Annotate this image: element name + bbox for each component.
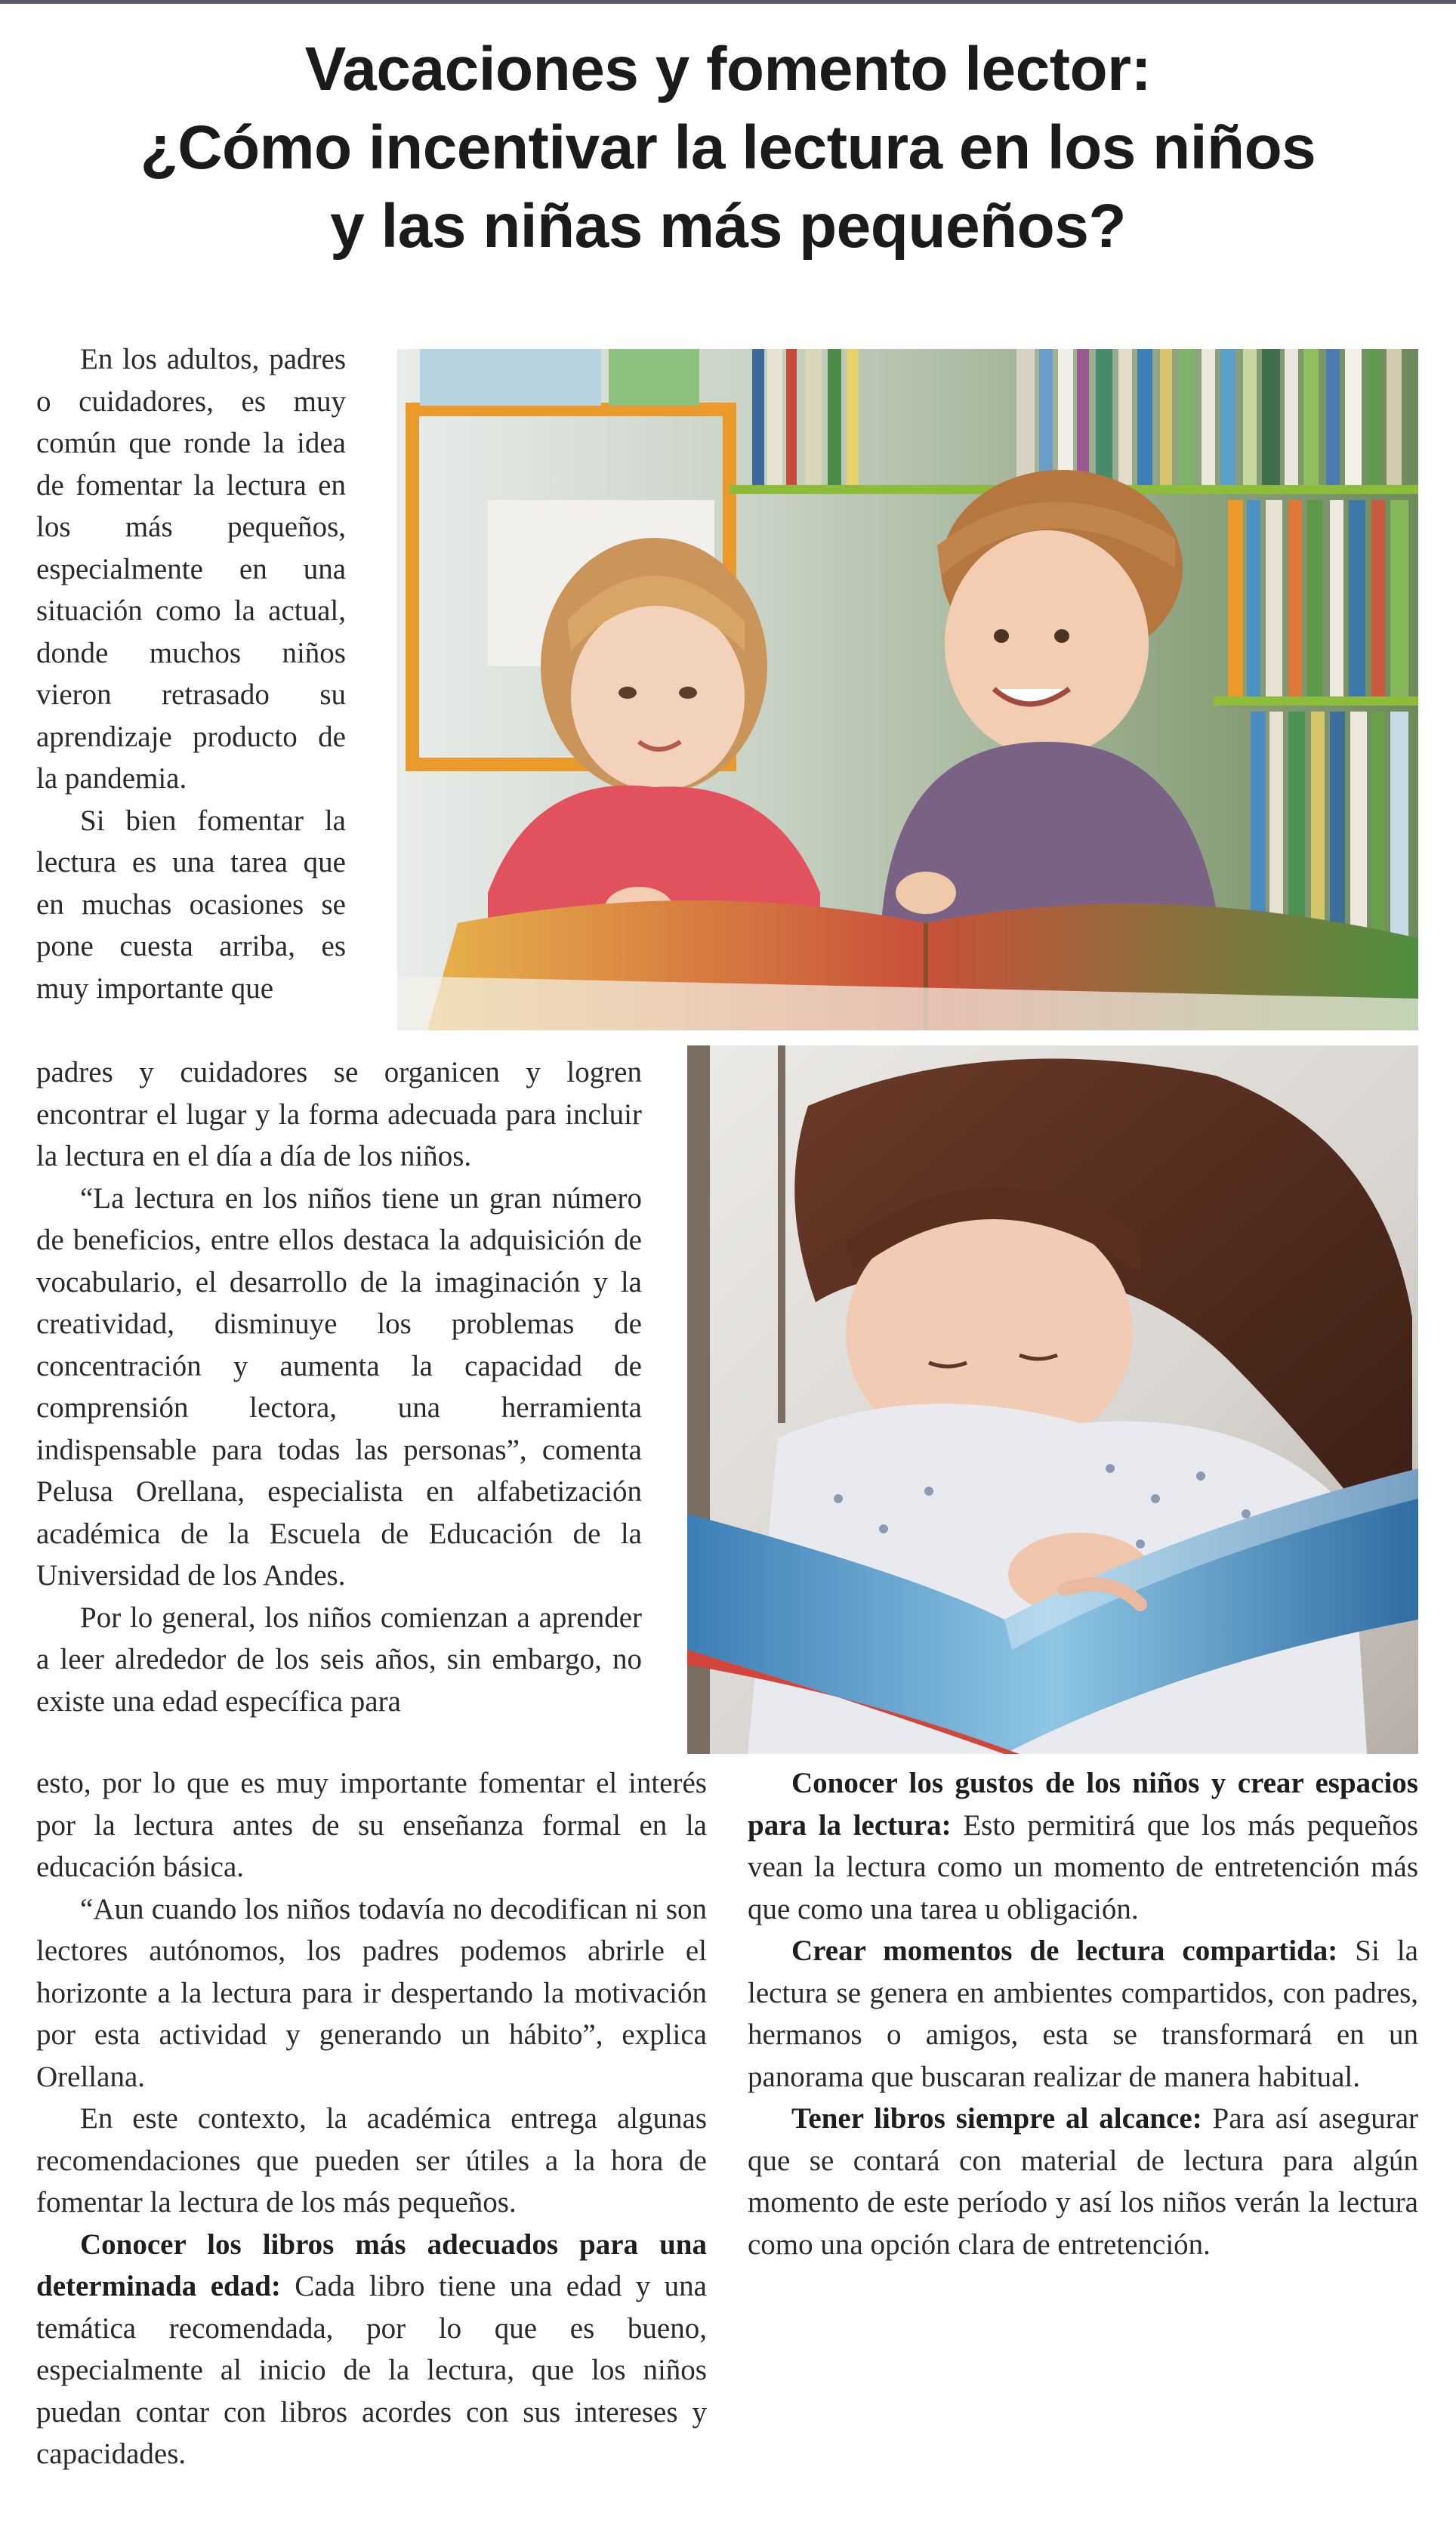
- recommendation-1-text: Cada libro tiene una edad y una temática recomendada, por lo que es bueno, especialmente al inicio de la lectura, que los niños puedan contar con libros acordes con sus intereses y capacidades.: [36, 2270, 707, 2470]
- recommendation-1: [36, 2224, 707, 2475]
- paragraph-6: En este contexto, la académica entrega algunas recomendaciones que pueden ser útiles a la hora de fomentar la lectura de los más pequeños.: [36, 2102, 707, 2219]
- photo-children-reading-illustration: [397, 349, 1418, 1030]
- recommendation-4-text: Para así asegurar que se contará con material de lectura para algún momento de este período y así los niños verán la lectura como una opción clara de entretención.: [748, 2102, 1419, 2261]
- body-column-d: [748, 1762, 1418, 2265]
- paragraph-5-quote: “Aun cuando los niños todavía no decodifican ni son lectores autónomos, los padres podemos abrirle el horizonte a la lectura para ir despertando la motivación por esta actividad y generando un hábito”, explica Orellana.: [36, 1892, 707, 2093]
- recommendation-3-text: Si la lectura se genera en ambientes compartidos, con padres, hermanos o amigos, esta se transformará en un panorama que buscaran realizar de manera habitual.: [748, 1935, 1418, 2093]
- recommendation-2-title: Conocer los gustos de los niños y crear espacios para la lectura:: [748, 1767, 1418, 1842]
- body-column-a: [36, 338, 346, 1009]
- paragraph-1: En los adultos, padres o cuidadores, es muy común que ronde la idea de fomentar la lectura en los más pequeños, especialmente en una situación como la actual, donde muchos niños vieron retrasado su aprendizaje producto de la pandemia.: [36, 343, 346, 795]
- photo-girl-reading-book: [687, 1045, 1418, 1754]
- body-column-b: [36, 1051, 642, 1722]
- paragraph-4: Por lo general, los niños comienzan a aprender a leer alrededor de los seis años, sin embargo, no existe una edad específica para: [36, 1601, 642, 1718]
- recommendation-3: [748, 1930, 1418, 2098]
- recommendation-4: [748, 2098, 1418, 2265]
- paragraph-2: Si bien fomentar la lectura es una tarea que en muchas ocasiones se pone cuesta arriba, es muy importante que: [36, 804, 346, 1005]
- photo-children-reading-together: [397, 349, 1418, 1030]
- top-rule: [0, 0, 1456, 4]
- paragraph-4-continued: esto, por lo que es muy importante fomentar el interés por la lectura antes de su enseñanza formal en la educación básica.: [36, 1767, 707, 1883]
- recommendation-1-title: Conocer los libros más adecuados para una determinada edad:: [36, 2228, 707, 2302]
- photo-girl-reading-illustration: [687, 1045, 1418, 1754]
- title-line-1: Vacaciones y fomento lector:: [304, 35, 1152, 103]
- paragraph-3-quote: “La lectura en los niños tiene un gran número de beneficios, entre ellos destaca la adquisición de vocabulario, el desarrollo de la imaginación y la creatividad, disminuye los problemas de concentración y aumenta la capacidad de comprensión lectora, una herramienta indispensable para todas las personas”, comenta Pelusa Orellana, especialista en alfabetización académica de la Escuela de Educación de la Universidad de los Andes.: [36, 1181, 642, 1592]
- recommendation-2-text: Esto permitirá que los más pequeños vean la lectura como un momento de entretención más que como una tarea u obligación.: [748, 1808, 1419, 1925]
- article-title: [60, 30, 1396, 266]
- title-line-3: y las niñas más pequeños?: [330, 192, 1126, 261]
- recommendation-2: [748, 1762, 1418, 1930]
- recommendation-3-title: Crear momentos de lectura compartida:: [791, 1935, 1338, 1967]
- paragraph-2-continued: padres y cuidadores se organicen y logren encontrar el lugar y la forma adecuada para incluir la lectura en el día a día de los niños.: [36, 1056, 642, 1172]
- body-column-c: [36, 1762, 707, 2475]
- title-line-2: ¿Cómo incentivar la lectura en los niños: [140, 113, 1316, 182]
- recommendation-4-title: Tener libros siempre al alcance:: [791, 2102, 1202, 2135]
